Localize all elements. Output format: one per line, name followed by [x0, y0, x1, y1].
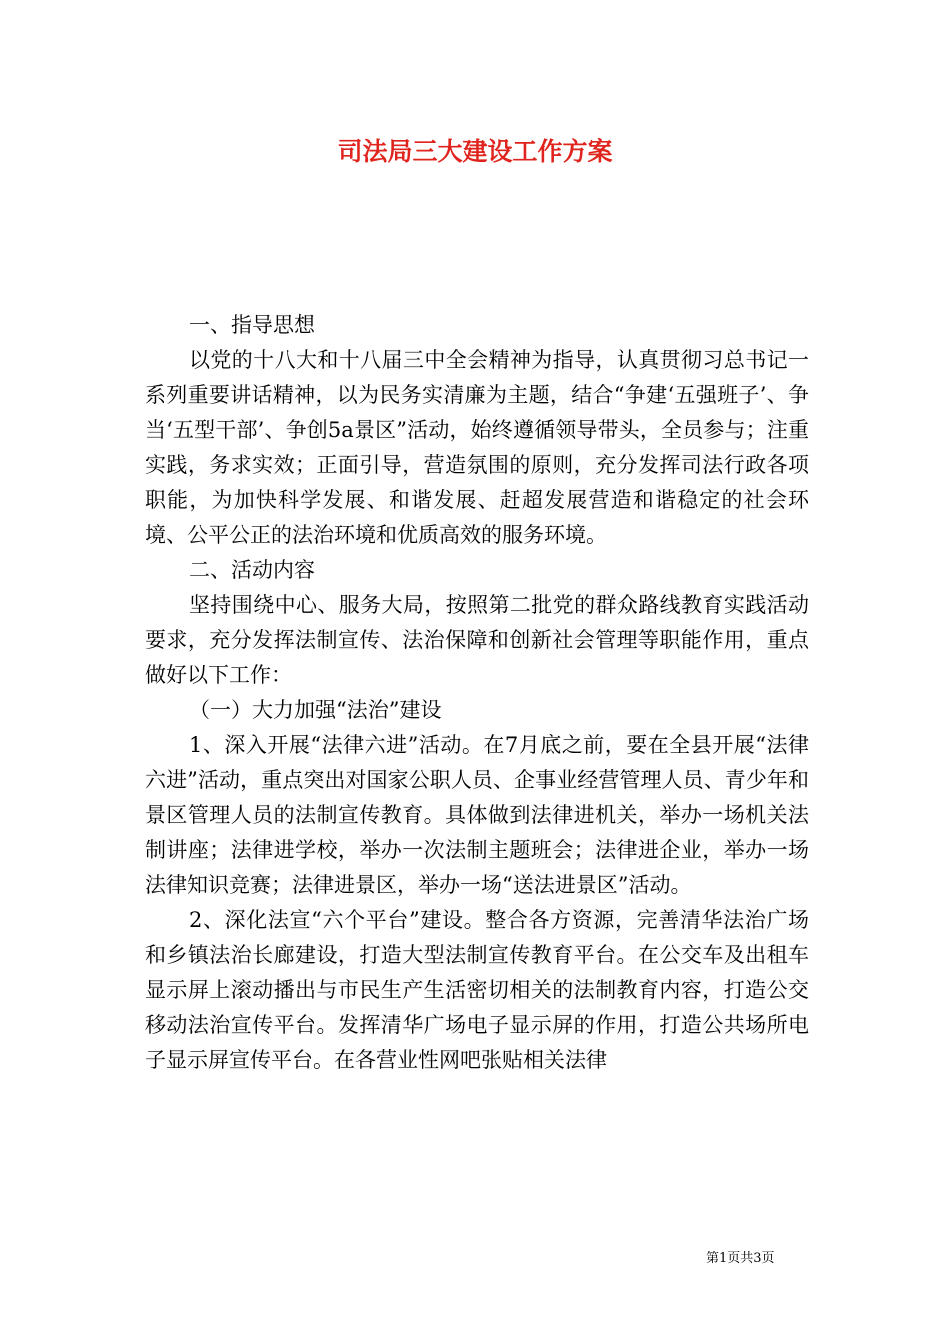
section-heading-guiding-ideology: 一、指导思想 — [189, 313, 315, 337]
subsection-heading-rule-of-law: （一）大力加强“法治”建设 — [189, 698, 442, 722]
section-heading-activity-content: 二、活动内容 — [189, 558, 315, 582]
document-body — [145, 308, 809, 1078]
page-number: 第1页共3页 — [706, 1251, 775, 1266]
paragraph-activity-content: 坚持围绕中心、服务大局，按照第二批党的群众路线教育实践活动要求，充分发挥法制宣传、法治保障和创新社会管理等职能作用，重点做好以下工作： — [145, 593, 809, 687]
paragraph-item-1: 1、深入开展“法律六进”活动。在7月底之前，要在全县开展“法律六进”活动，重点突出对国家公职人员、企事业经营管理人员、青少年和景区管理人员的法制宣传教育。具体做到法律进机关，举办一场机关法制讲座；法律进学校，举办一次法制主题班会；法律进企业，举办一场法律知识竞赛；法律进景区，举办一场“送法进景区”活动。 — [145, 733, 809, 897]
page-title: 司法局三大建设工作方案 — [337, 137, 613, 166]
paragraph-guiding-ideology: 以党的十八大和十八届三中全会精神为指导，认真贯彻习总书记一系列重要讲话精神，以为民务实清廉为主题，结合“争建‘五强班子’、争当‘五型干部’、争创5a景区”活动，始终遵循领导带头，全员参与；注重实践，务求实效；正面引导，营造氛围的原则，充分发挥司法行政各项职能，为加快科学发展、和谐发展、赶超发展营造和谐稳定的社会环境、公平公正的法治环境和优质高效的服务环境。 — [145, 348, 809, 547]
paragraph-item-2: 2、深化法宣“六个平台”建设。整合各方资源，完善清华法治广场和乡镇法治长廊建设，打造大型法制宣传教育平台。在公交车及出租车显示屏上滚动播出与市民生产生活密切相关的法制教育内容，打造公交移动法治宣传平台。发挥清华广场电子显示屏的作用，打造公共场所电子显示屏宣传平台。在各营业性网吧张贴相关法律 — [145, 908, 809, 1072]
